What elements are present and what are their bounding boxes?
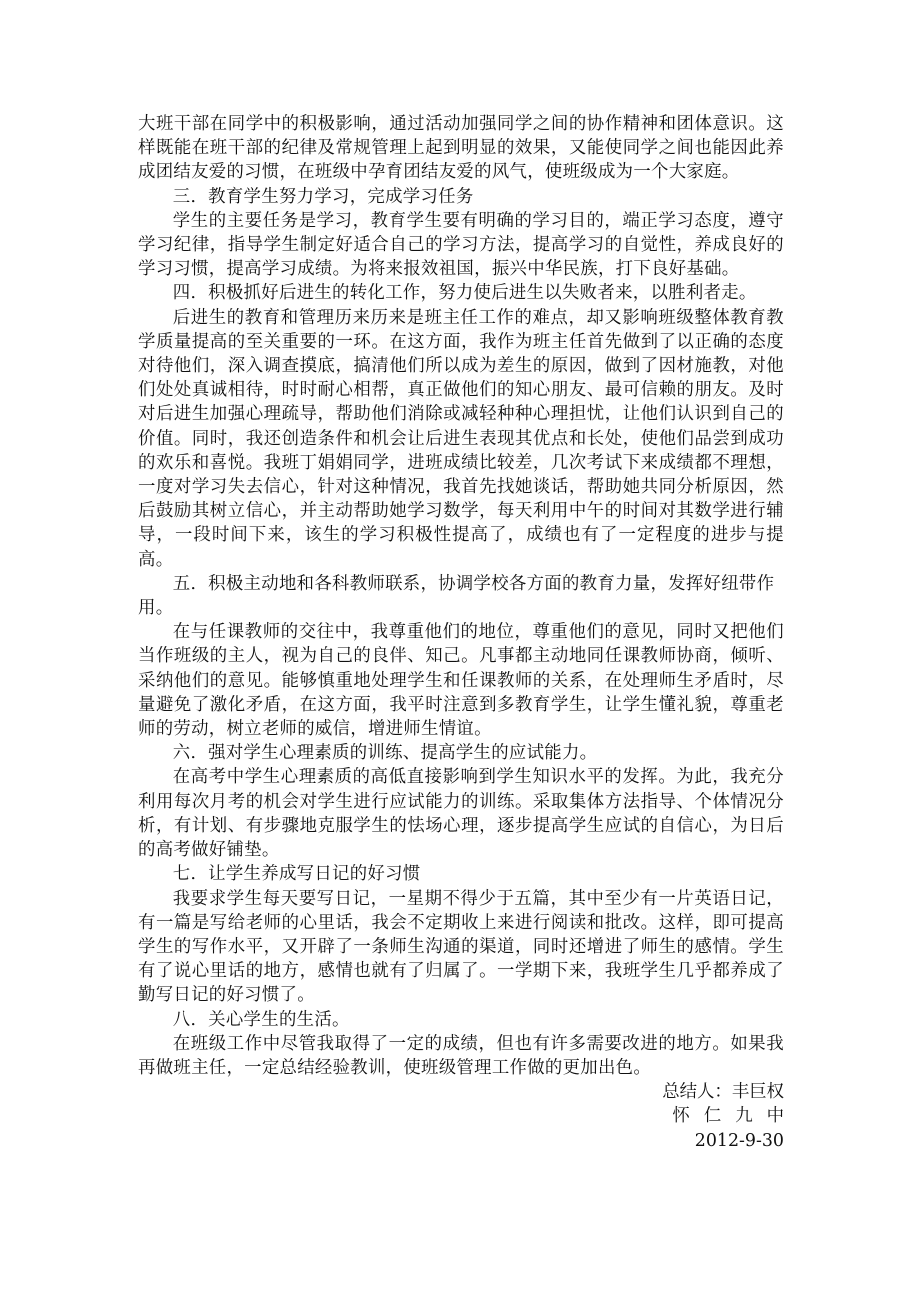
signature-school: 怀仁九中 [672, 1106, 798, 1127]
signature-author: 总结人：丰巨权 [662, 1082, 784, 1103]
document-page [138, 112, 798, 1153]
paragraph-exam-psychology: 在高考中学生心理素质的高低直接影响到学生知识水平的发挥。为此，我充分利用每次月考的机会对学生进行应试能力的训练。采取集体方法指导、个体情况分析，有计划、有步骤地克服学生的怯场心理，逐步提高学生应试的自信心，为日后的高考做好铺垫。 [138, 767, 784, 861]
section-heading-4: 四．积极抓好后进生的转化工作，努力使后进生以失败者来，以胜利者走。 [172, 283, 757, 304]
signature-date: 2012-9-30 [694, 1130, 784, 1151]
paragraph-study: 学生的主要任务是学习，教育学生要有明确的学习目的，端正学习态度，遵守学习纪律，指导学生制定好适合自己的学习方法，提高学习的自觉性，养成良好的学习习惯，提高学习成绩。为将来报效祖国，振兴中华民族，打下良好基础。 [138, 210, 784, 280]
paragraph-diary: 我要求学生每天要写日记，一星期不得少于五篇，其中至少有一片英语日记，有一篇是写给老师的心里话，我会不定期收上来进行阅读和批改。这样，即可提高学生的写作水平，又开辟了一条师生沟通的渠道，同时还增进了师生的感情。学生有了说心里话的地方，感情也就有了归属了。一学期下来，我班学生几乎都养成了勤写日记的好习惯了。 [138, 888, 784, 1006]
section-heading-6: 六．强对学生心理素质的训练、提高学生的应试能力。 [172, 743, 598, 764]
paragraph-conclusion: 在班级工作中尽管我取得了一定的成绩，但也有许多需要改进的地方。如果我再做班主任，一定总结经验教训，使班级管理工作做的更加出色。 [138, 1033, 784, 1078]
section-heading-5: 五．积极主动地和各科教师联系，协调学校各方面的教育力量，发挥好纽带作用。 [138, 573, 775, 619]
section-heading-7: 七．让学生养成写日记的好习惯 [172, 864, 421, 885]
paragraph-underachievers: 后进生的教育和管理历来历来是班主任工作的难点，却又影响班级整体教育教学质量提高的至关重要的一环。在这方面，我作为班主任首先做到了以正确的态度对待他们，深入调查摸底，搞清他们所以成为差生的原因，做到了因材施教，对他们处处真诚相待，时时耐心相帮，真正做他们的知心朋友、最可信赖的朋友。及时对后进生加强心理疏导，帮助他们消除或减轻种种心理担忧，让他们认识到自己的价值。同时，我还创造条件和机会让后进生表现其优点和长处，使他们品尝到成功的欢乐和喜悦。我班丁娟娟同学，进班成绩比较差，几次考试下来成绩都不理想，一度对学习失去信心，针对这种情况，我首先找她谈话，帮助她共同分析原因，然后鼓励其树立信心，并主动帮助她学习数学，每天利用中午的时间对其数学进行辅导，一段时间下来，该生的学习积极性提高了，成绩也有了一定程度的进步与提高。 [138, 307, 784, 570]
section-heading-3: 三．教育学生努力学习，完成学习任务 [172, 186, 474, 207]
paragraph-teachers: 在与任课教师的交往中，我尊重他们的地位，尊重他们的意见，同时又把他们当作班级的主人，视为自己的良伴、知己。凡事都主动地同任课教师协商，倾听、采纳他们的意见。能够慎重地处理学生和任课教师的关系，在处理师生矛盾时，尽量避免了激化矛盾，在这方面，我平时注意到多教育学生，让学生懂礼貌，尊重老师的劳动，树立老师的威信，增进师生情谊。 [138, 622, 784, 740]
paragraph-intro: 大班干部在同学中的积极影响，通过活动加强同学之间的协作精神和团体意识。这样既能在班干部的纪律及常规管理上起到明显的效果，又能使同学之间也能因此养成团结友爱的习惯，在班级中孕育团结友爱的风气，使班级成为一个大家庭。 [138, 114, 784, 183]
section-heading-8: 八．关心学生的生活。 [172, 1009, 350, 1030]
signature-block [138, 1080, 798, 1153]
